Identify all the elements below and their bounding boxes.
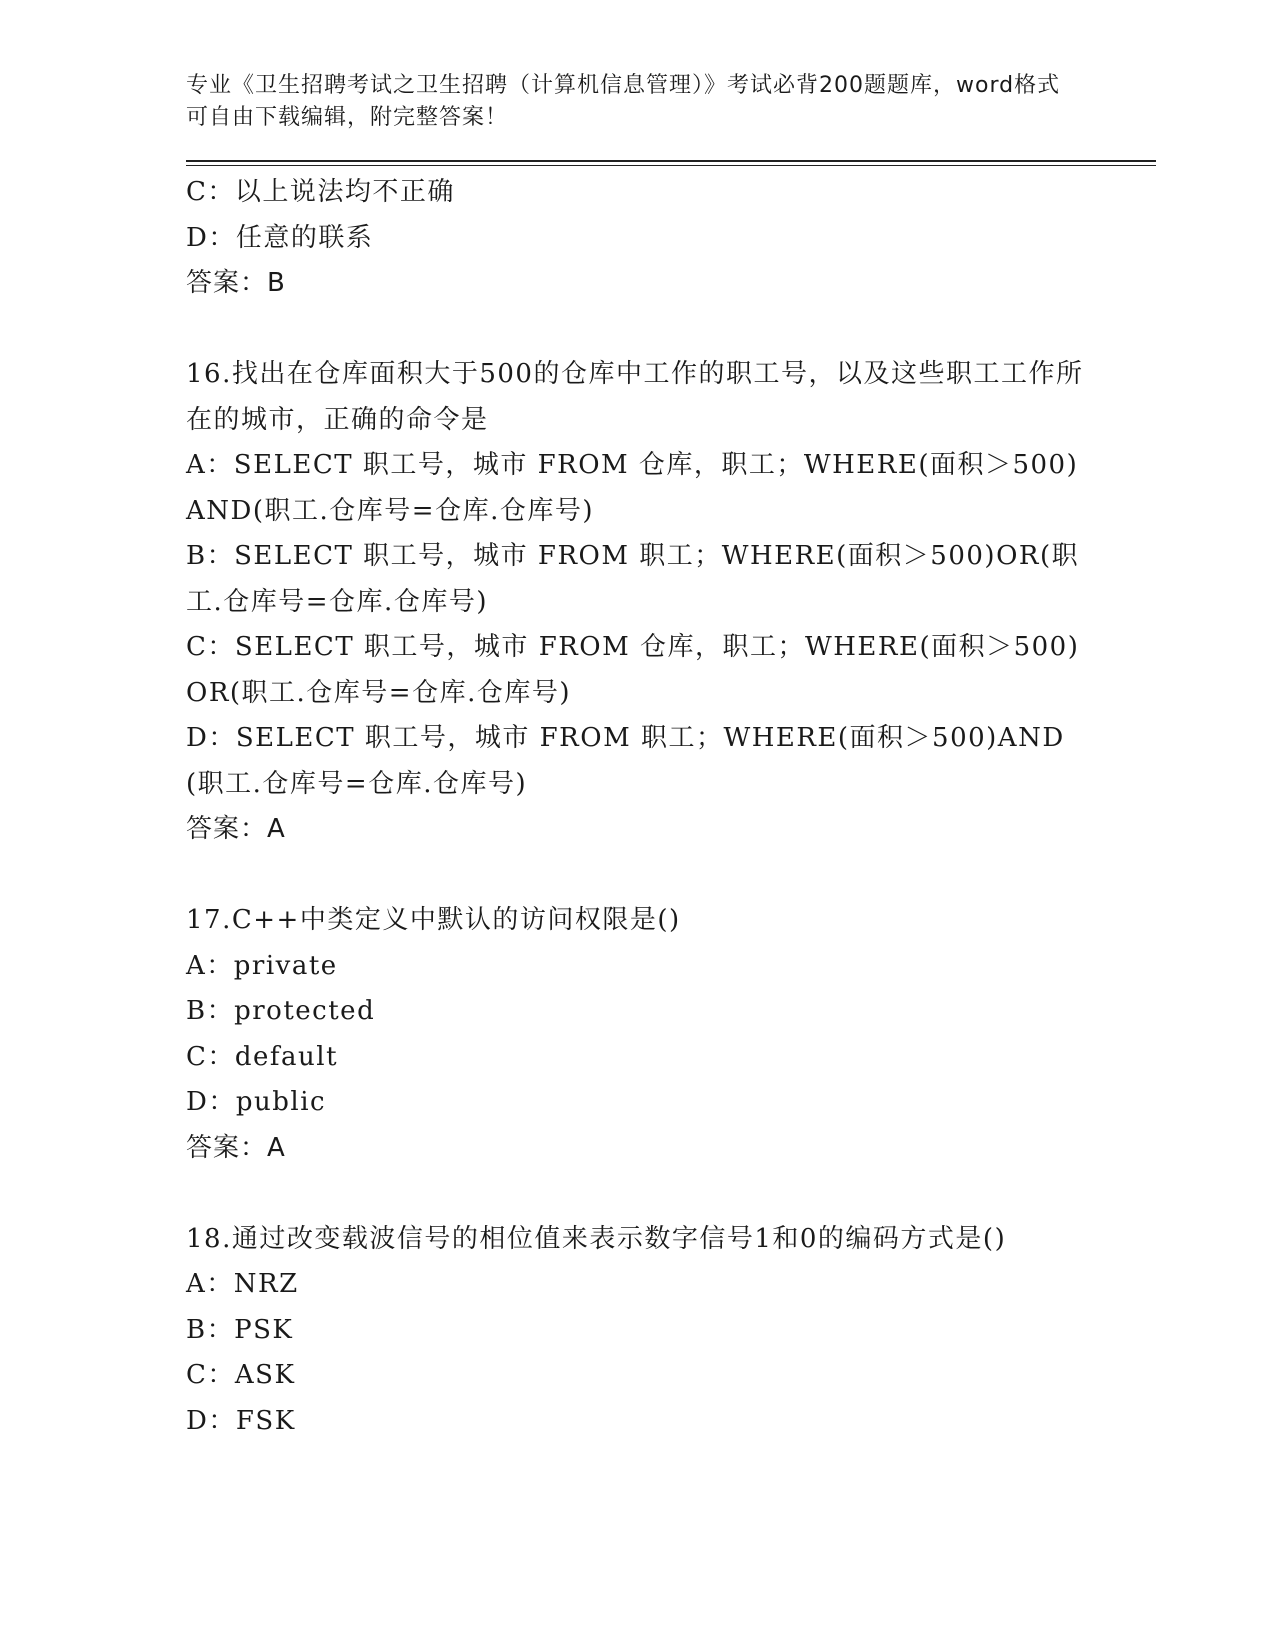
document-page xyxy=(186,70,1156,1444)
option-a: A：NRZ xyxy=(186,1269,299,1299)
option-a: A：private xyxy=(186,950,338,981)
option-a: A：SELECT 职工号，城市 FROM 仓库，职工；WHERE(面积＞500)AND(职工.仓库号=仓库.仓库号) xyxy=(186,450,1079,526)
answer-line: 答案：A xyxy=(186,814,286,844)
option-c: C：default xyxy=(186,1041,339,1072)
option-c: C：SELECT 职工号，城市 FROM 仓库，职工；WHERE(面积＞500)OR(职工.仓库号=仓库.仓库号) xyxy=(186,632,1080,708)
option-d: D：任意的联系 xyxy=(186,222,374,253)
header-divider xyxy=(186,160,1156,162)
document-body xyxy=(186,170,1086,1444)
option-b: B：PSK xyxy=(186,1314,294,1345)
answer-line: 答案：B xyxy=(186,268,286,298)
option-c: C：以上说法均不正确 xyxy=(186,177,455,207)
option-b: B：protected xyxy=(186,996,376,1026)
option-c: C：ASK xyxy=(186,1360,296,1390)
question-16 xyxy=(186,352,1086,853)
question-18 xyxy=(186,1217,1086,1445)
option-d: D：FSK xyxy=(186,1405,296,1436)
option-d: D：SELECT 职工号，城市 FROM 职工；WHERE(面积＞500)AND(职工.仓库号=仓库.仓库号) xyxy=(186,723,1065,799)
question-17 xyxy=(186,898,1086,1171)
option-b: B：SELECT 职工号，城市 FROM 职工；WHERE(面积＞500)OR(职工.仓库号=仓库.仓库号) xyxy=(186,541,1080,617)
question-stem: 18.通过改变载波信号的相位值来表示数字信号1和0的编码方式是() xyxy=(186,1223,1007,1254)
question-stem: 16.找出在仓库面积大于500的仓库中工作的职工号，以及这些职工工作所在的城市，正确的命令是 xyxy=(186,359,1084,435)
document-header: 专业《卫生招聘考试之卫生招聘（计算机信息管理）》考试必背200题题库，word格式可自由下载编辑，附完整答案！ xyxy=(186,73,1061,130)
answer-line: 答案：A xyxy=(186,1132,286,1163)
question-stem: 17.C++中类定义中默认的访问权限是() xyxy=(186,905,681,935)
carryover-question xyxy=(186,170,1086,307)
option-d: D：public xyxy=(186,1087,327,1117)
